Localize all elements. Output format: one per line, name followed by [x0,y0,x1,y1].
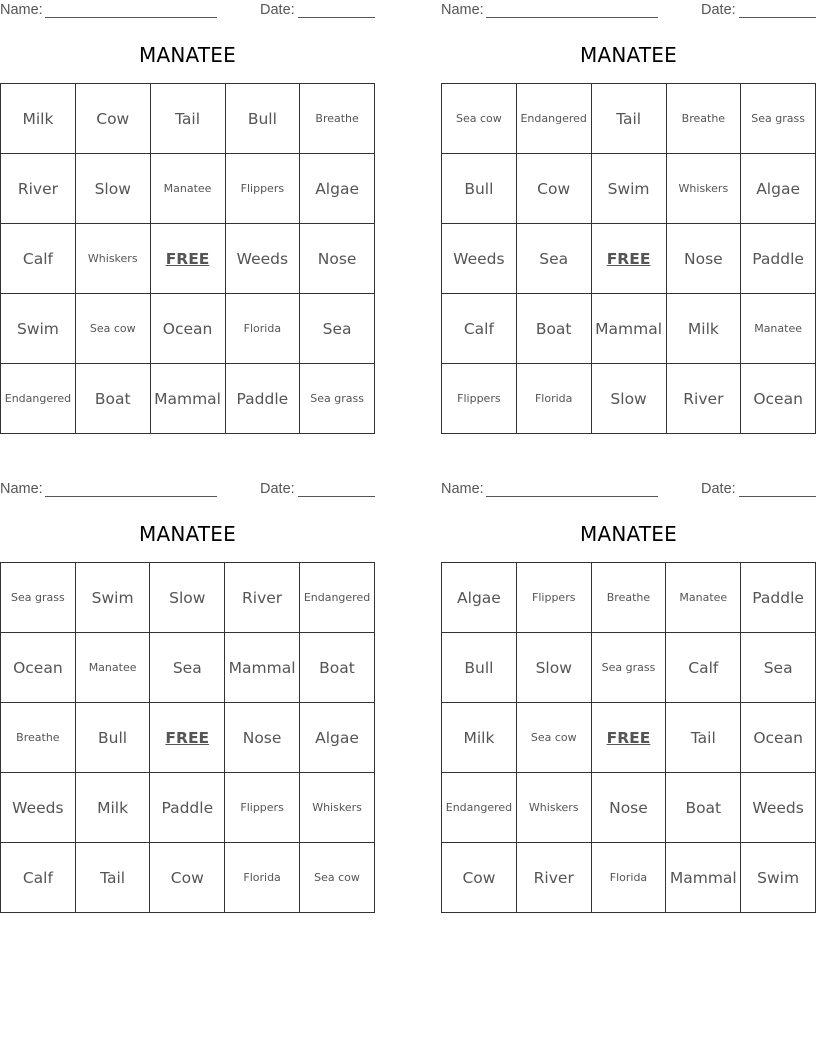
bingo-cell: Endangered [1,364,76,434]
card-title: MANATEE [580,522,677,546]
bingo-cell: Paddle [225,364,300,434]
bingo-cell: Endangered [442,773,517,843]
bingo-card-4 [441,479,816,915]
bingo-cell: Manatee [75,633,150,703]
bingo-cell: Flippers [225,773,300,843]
bingo-cell: River [225,563,300,633]
date-label: Date: [260,481,295,497]
bingo-cell: Slow [75,154,150,224]
card-title: MANATEE [139,43,236,67]
name-blank-line [45,496,217,497]
bingo-cell: Bull [75,703,150,773]
card-title: MANATEE [580,43,677,67]
bingo-cell: Flippers [225,154,300,224]
bingo-cell: Boat [75,364,150,434]
bingo-cell: Sea [150,633,225,703]
bingo-cell: Florida [516,364,591,434]
name-date-row [0,0,375,20]
bingo-cell: Swim [75,563,150,633]
bingo-cell: Algae [741,154,816,224]
bingo-cell: Whiskers [666,154,741,224]
bingo-cell: Tail [150,84,225,154]
bingo-cell: Calf [1,224,76,294]
bingo-cell: Tail [75,843,150,913]
bingo-cell: Weeds [225,224,300,294]
bingo-grid [441,562,816,913]
bingo-cell: Paddle [150,773,225,843]
bingo-cell: Florida [225,294,300,364]
bingo-cell: Swim [741,843,816,913]
bingo-cell: Mammal [666,843,741,913]
bingo-cell: Sea [741,633,816,703]
grid-row [442,633,816,703]
grid-row [442,773,816,843]
bingo-cell: Manatee [150,154,225,224]
grid-row [1,843,375,913]
grid-row [1,294,375,364]
free-space-cell: FREE [150,224,225,294]
bingo-cell: Manatee [666,563,741,633]
bingo-cell: Slow [591,364,666,434]
bingo-cell: Cow [75,84,150,154]
bingo-cell: Bull [442,633,517,703]
bingo-cell: Calf [666,633,741,703]
name-blank-line [486,17,658,18]
date-label: Date: [701,2,736,18]
grid-row [442,224,816,294]
bingo-cell: Weeds [741,773,816,843]
bingo-cell: Mammal [150,364,225,434]
bingo-cell: Sea grass [1,563,76,633]
bingo-cell: River [1,154,76,224]
bingo-cell: Cow [442,843,517,913]
bingo-cell: Weeds [442,224,517,294]
bingo-cell: Breathe [591,563,666,633]
bingo-cell: Swim [1,294,76,364]
bingo-cell: Whiskers [75,224,150,294]
bingo-cell: Weeds [1,773,76,843]
grid-row [442,843,816,913]
bingo-grid [0,562,375,913]
grid-row [1,364,375,434]
bingo-cell: Mammal [225,633,300,703]
bingo-cell: Florida [591,843,666,913]
bingo-cell: Boat [516,294,591,364]
name-label: Name: [0,2,43,18]
grid-row [442,703,816,773]
bingo-cell: Nose [225,703,300,773]
grid-row [1,633,375,703]
grid-row [1,773,375,843]
bingo-cell: Breathe [1,703,76,773]
bingo-cell: Tail [666,703,741,773]
bingo-cell: Ocean [741,703,816,773]
bingo-cell: Bull [442,154,517,224]
bingo-cell: Bull [225,84,300,154]
name-date-row [441,0,816,20]
date-blank-line [298,496,375,497]
bingo-cell: Sea cow [75,294,150,364]
grid-row [1,84,375,154]
bingo-cell: Manatee [741,294,816,364]
bingo-cell: Breathe [300,84,375,154]
bingo-cell: Sea [516,224,591,294]
bingo-card-2 [441,0,816,436]
bingo-card-3 [0,479,375,915]
name-date-row [0,479,375,499]
bingo-cell: Algae [300,703,375,773]
bingo-cell: Nose [666,224,741,294]
free-space-cell: FREE [591,703,666,773]
bingo-cell: Whiskers [300,773,375,843]
grid-row [442,84,816,154]
bingo-cell: Sea grass [591,633,666,703]
bingo-cell: Ocean [1,633,76,703]
bingo-cell: Breathe [666,84,741,154]
bingo-cell: Sea cow [442,84,517,154]
bingo-cell: Endangered [300,563,375,633]
grid-row [442,154,816,224]
bingo-grid [0,83,375,434]
date-label: Date: [260,2,295,18]
grid-row [1,703,375,773]
bingo-cell: Sea grass [300,364,375,434]
bingo-cell: Swim [591,154,666,224]
bingo-cell: Paddle [741,563,816,633]
grid-row [1,224,375,294]
name-blank-line [45,17,217,18]
bingo-cell: Flippers [516,563,591,633]
name-label: Name: [441,481,484,497]
bingo-cell: Nose [300,224,375,294]
bingo-cell: Algae [300,154,375,224]
bingo-cell: Nose [591,773,666,843]
name-date-row [441,479,816,499]
bingo-cell: Slow [150,563,225,633]
bingo-cell: Cow [516,154,591,224]
bingo-grid [441,83,816,434]
bingo-cell: Sea grass [741,84,816,154]
free-space-cell: FREE [150,703,225,773]
bingo-cell: Calf [1,843,76,913]
free-space-cell: FREE [591,224,666,294]
bingo-card-1 [0,0,375,436]
bingo-cell: Flippers [442,364,517,434]
name-blank-line [486,496,658,497]
name-label: Name: [0,481,43,497]
bingo-cell: Slow [516,633,591,703]
date-label: Date: [701,481,736,497]
grid-row [442,294,816,364]
bingo-cell: Sea [300,294,375,364]
bingo-cell: River [516,843,591,913]
bingo-cell: River [666,364,741,434]
bingo-cell: Algae [442,563,517,633]
bingo-cell: Mammal [591,294,666,364]
bingo-cell: Ocean [150,294,225,364]
bingo-cell: Paddle [741,224,816,294]
grid-row [1,154,375,224]
grid-row [442,563,816,633]
bingo-cell: Milk [75,773,150,843]
date-blank-line [739,496,816,497]
bingo-cell: Milk [666,294,741,364]
grid-row [442,364,816,434]
bingo-cell: Florida [225,843,300,913]
date-blank-line [298,17,375,18]
bingo-cell: Ocean [741,364,816,434]
bingo-cell: Endangered [516,84,591,154]
bingo-cell: Boat [300,633,375,703]
bingo-cell: Cow [150,843,225,913]
bingo-cell: Tail [591,84,666,154]
name-label: Name: [441,2,484,18]
bingo-cell: Calf [442,294,517,364]
grid-row [1,563,375,633]
bingo-cell: Boat [666,773,741,843]
bingo-cell: Sea cow [300,843,375,913]
card-title: MANATEE [139,522,236,546]
bingo-cell: Whiskers [516,773,591,843]
date-blank-line [739,17,816,18]
bingo-cell: Sea cow [516,703,591,773]
bingo-cell: Milk [442,703,517,773]
bingo-cell: Milk [1,84,76,154]
